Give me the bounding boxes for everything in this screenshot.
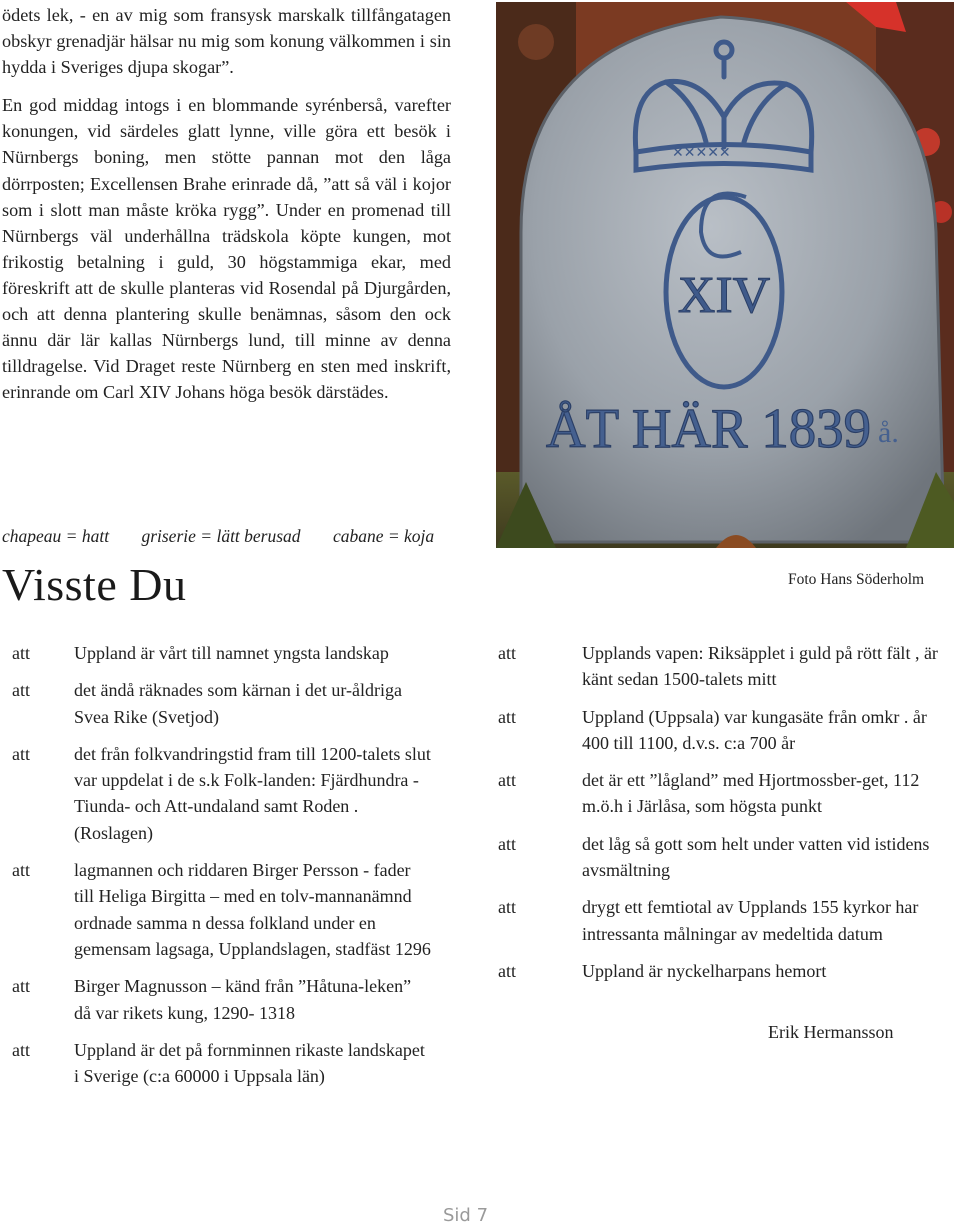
list-item bbox=[498, 894, 948, 947]
fact-key: att bbox=[12, 643, 30, 663]
fact-text: Uppland (Uppsala) var kungasäte från omkr . år 400 till 1100, d.v.s. c:a 700 år bbox=[582, 706, 927, 753]
svg-text:✕✕✕✕✕: ✕✕✕✕✕ bbox=[672, 145, 731, 161]
fact-key: att bbox=[498, 770, 516, 791]
facts-list-left bbox=[12, 640, 432, 1089]
fact-key: att bbox=[498, 643, 516, 663]
photo-credit: Foto Hans Söderholm bbox=[788, 571, 925, 588]
glossary-entry: griserie = lätt berusad bbox=[141, 526, 301, 546]
list-item bbox=[12, 640, 432, 666]
fact-key: att bbox=[498, 833, 516, 854]
fact-text: Upplands vapen: Riksäpplet i guld på rött fält , är känt sedan 1500-talets mitt bbox=[582, 643, 938, 690]
facts-list-right bbox=[498, 640, 948, 984]
list-item bbox=[498, 958, 948, 984]
fact-key: att bbox=[12, 680, 30, 701]
fact-key: att bbox=[12, 743, 30, 764]
fact-text: Uppland är vårt till namnet yngsta landskap bbox=[74, 643, 389, 663]
glossary-entry: chapeau = hatt bbox=[2, 526, 110, 546]
fact-key: att bbox=[12, 1039, 30, 1060]
monogram-text: XIV bbox=[677, 267, 771, 324]
list-item bbox=[12, 1037, 432, 1090]
glossary bbox=[2, 526, 462, 547]
list-item bbox=[498, 640, 948, 693]
fact-text: det låg så gott som helt under vatten vid istidens avsmältning bbox=[582, 833, 930, 881]
fact-key: att bbox=[498, 897, 516, 918]
list-item bbox=[498, 704, 948, 757]
memorial-stone-photo bbox=[496, 2, 954, 548]
story-paragraph: En god middag intogs i en blommande syrénberså, varefter konungen, vid särdeles glatt lynne, ville göra ett besök i Nürnbergs boning, men stötte pannan mot den låga dörrposten; Excellensen Brahe erinrade då, ”att så väl i kojor som i slott man måste kröka rygg”. Under en promenad till Nürnbergs väl underhållna trädskola köpte kungen, mot frikostig betalning i guld, 30 högstammiga ekar, med föreskrift att de skulle planteras vid Rosendal på Djurgården, och att denna plantering skulle benämnas, såsom den ock ännu där lär kallas Nürnbergs lund, till minne av denna tilldragelse. Vid Draget reste Nürnberg en sten med inskrift, erinrande om Carl XIV Johans höga besök därstädes. bbox=[2, 95, 451, 403]
section-heading: Visste Du bbox=[2, 559, 187, 610]
fact-text: det ändå räknades som kärnan i det ur-åldriga Svea Rike (Svetjod) bbox=[74, 680, 403, 727]
list-item bbox=[12, 857, 432, 962]
fact-text: Uppland är det på fornminnen rikaste landskapet i Sverige (c:a 60000 i Uppsala län) bbox=[74, 1039, 425, 1087]
glossary-entry: cabane = koja bbox=[332, 526, 435, 546]
list-item bbox=[12, 741, 432, 846]
story-text bbox=[2, 2, 451, 405]
fact-text: Birger Magnusson – känd från ”Håtuna-leken” då var rikets kung, 1290- 1318 bbox=[74, 976, 412, 1023]
story-paragraph: ödets lek, - en av mig som fransysk marskalk tillfångatagen obskyr grenadjär hälsar nu mig som konung välkommen i sin hydda i Sveriges djupa skogar”. bbox=[2, 5, 451, 78]
fact-text: det är ett ”lågland” med Hjortmossber-get, 112 m.ö.h i Järlåsa, som högsta punkt bbox=[582, 770, 920, 817]
fact-key: att bbox=[498, 706, 516, 727]
page-number: Sid 7 bbox=[443, 1205, 489, 1226]
inscription-text: ÅT HÄR 1839 bbox=[546, 398, 871, 460]
fact-text: lagmannen och riddaren Birger Persson - fader till Heliga Birgitta – med en tolv-mannanämnd ordnade samma n dessa folkland under en gemensam lagsaga, Upplandslagen, stadfäst 1296 bbox=[74, 860, 431, 959]
fact-text: drygt ett femtiotal av Upplands 155 kyrkor har intressanta målningar av medeltida datum bbox=[582, 897, 919, 944]
inscription-tail: å. bbox=[878, 416, 899, 449]
author-signature: Erik Hermansson bbox=[768, 1022, 894, 1042]
fact-text: det från folkvandringstid fram till 1200-talets slut var uppdelat i de s.k Folk-landen: Fjärdhundra - Tiunda- och Att-undaland samt Roden . (Roslagen) bbox=[74, 743, 431, 843]
fact-key: att bbox=[12, 976, 30, 997]
list-item bbox=[498, 767, 948, 820]
fact-key: att bbox=[498, 960, 516, 981]
list-item bbox=[498, 831, 948, 884]
list-item bbox=[12, 677, 432, 730]
fact-key: att bbox=[12, 860, 30, 881]
fact-text: Uppland är nyckelharpans hemort bbox=[582, 960, 827, 981]
list-item bbox=[12, 973, 432, 1026]
